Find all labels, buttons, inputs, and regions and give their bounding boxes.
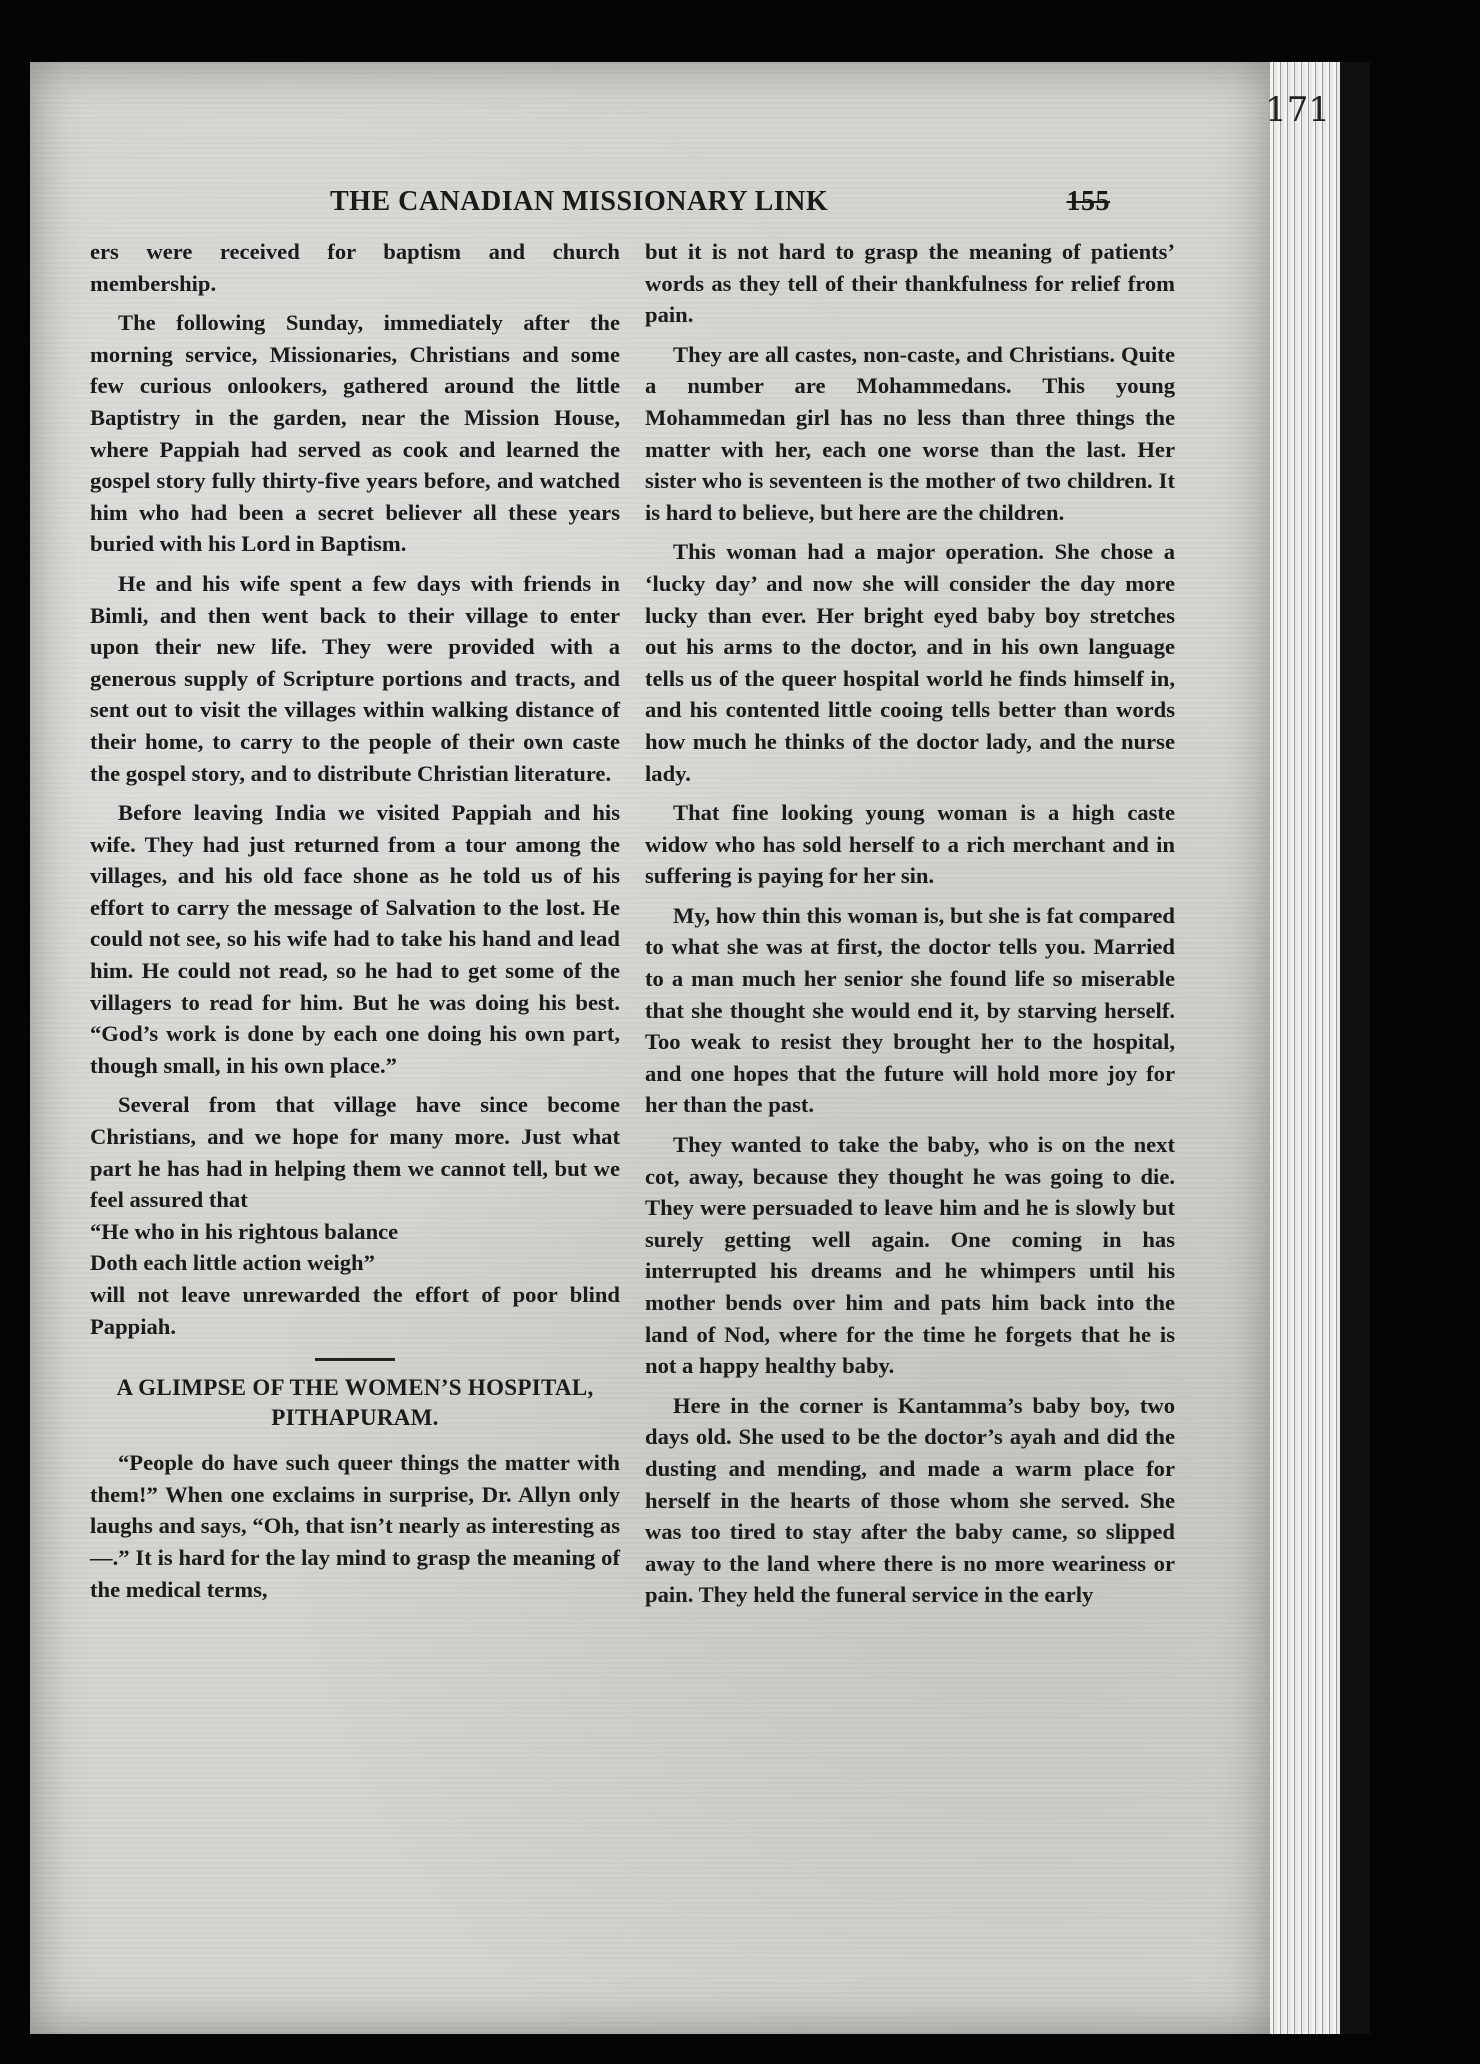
binding-shadow — [1340, 62, 1370, 2034]
section-heading: A GLIMPSE OF THE WOMEN’S HOSPITAL, PITHAPURAM. — [116, 1375, 594, 1431]
running-head — [330, 186, 1110, 218]
paragraph: Here in the corner is Kantamma’s baby boy, two days old. She used to be the doctor’s ayah and did the dusting and mending, and made a warm place for herself in the hearts of those whom she served. She was too tired to stay after the baby came, so slipped away to the land where there is no more weariness or pain. They held the funeral service in the early — [645, 1392, 1175, 1608]
paragraph: That fine looking young woman is a high caste widow who has sold herself to a rich merchant and in suffering is paying for her sin. — [645, 800, 1175, 889]
verse-line: “He who in his rightous balance — [90, 1218, 399, 1244]
verse-line: Doth each little action weigh” — [90, 1250, 375, 1276]
paragraph: They are all castes, non-caste, and Christians. Quite a number are Mohammedans. This young Mohammedan girl has no less than three things the matter with her, each one worse than the last. Her sister who is seventeen is the mother of two children. It is hard to believe, but here are the children. — [645, 341, 1175, 525]
paragraph: but it is not hard to grasp the meaning of patients’ words as they tell of their thankfulness for relief from pain. — [645, 239, 1175, 328]
paragraph: He and his wife spent a few days with friends in Bimli, and then went back to their village to enter upon their new life. They were provided with a generous supply of Scripture portions and tracts, and sent out to visit the villages within walking distance of their home, to carry to the people of their own caste the gospel story, and to distribute Christian literature. — [90, 570, 620, 786]
handwritten-page-number: 171 — [1265, 90, 1330, 130]
left-column — [90, 236, 620, 1613]
paragraph: This woman had a major operation. She chose a ‘lucky day’ and now she will consider the day more lucky than ever. Her bright eyed baby boy stretches out his arms to the doctor, and in his own language tells us of the queer hospital world he finds himself in, and his contented little cooing tells better than words how much he thinks of the doctor lady, and the nurse lady. — [645, 539, 1175, 786]
right-column — [645, 236, 1175, 1619]
paragraph: Several from that village have since become Christians, and we hope for many more. Just what part he has had in helping them we cannot tell, but we feel assured that — [90, 1092, 620, 1213]
paragraph: They wanted to take the baby, who is on the next cot, away, because they thought he was going to die. They were persuaded to leave him and he is slowly but surely getting well again. One coming in has interrupted his dreams and he whimpers until his mother bends over him and pats him back into the land of Nod, where for the time he forgets that he is not a happy healthy baby. — [645, 1132, 1175, 1379]
paragraph: My, how thin this woman is, but she is fat compared to what she was at first, the doctor tells you. Married to a man much her senior she found life so miserable that she thought she would end it, by starving herself. Too weak to resist they brought her to the hospital, and one hopes that the future will hold more joy for her than the past. — [645, 902, 1175, 1118]
paragraph: “People do have such queer things the matter with them!” When one exclaims in surprise, Dr. Allyn only laughs and says, “Oh, that isn’t nearly as interesting as—.” It is hard for the lay mind to grasp the meaning of the medical terms, — [90, 1450, 620, 1602]
paragraph: will not leave unrewarded the effort of poor blind Pappiah. — [90, 1282, 620, 1339]
section-divider — [315, 1358, 395, 1361]
paragraph: The following Sunday, immediately after the morning service, Missionaries, Christians and some few curious onlookers, gathered around the little Baptistry in the garden, near the Mission House, where Pappiah had served as cook and learned the gospel story fully thirty-five years before, and watched him who had been a secret believer all these years buried with his Lord in Baptism. — [90, 310, 620, 557]
paragraph: ers were received for baptism and church membership. — [90, 239, 620, 296]
paragraph: Before leaving India we visited Pappiah and his wife. They had just returned from a tour among the villages, and his old face shone as he told us of his effort to carry the message of Salvation to the lost. He could not see, so his wife had to take his hand and lead him. He could not read, so he had to get some of the villagers to read for him. But he was doing his best. “God’s work is done by each one doing his own part, though small, in his own place.” — [90, 800, 620, 1078]
printed-page-number: 155 — [1066, 186, 1110, 217]
page-block-edge — [1270, 62, 1340, 2034]
journal-title: THE CANADIAN MISSIONARY LINK — [330, 186, 829, 217]
